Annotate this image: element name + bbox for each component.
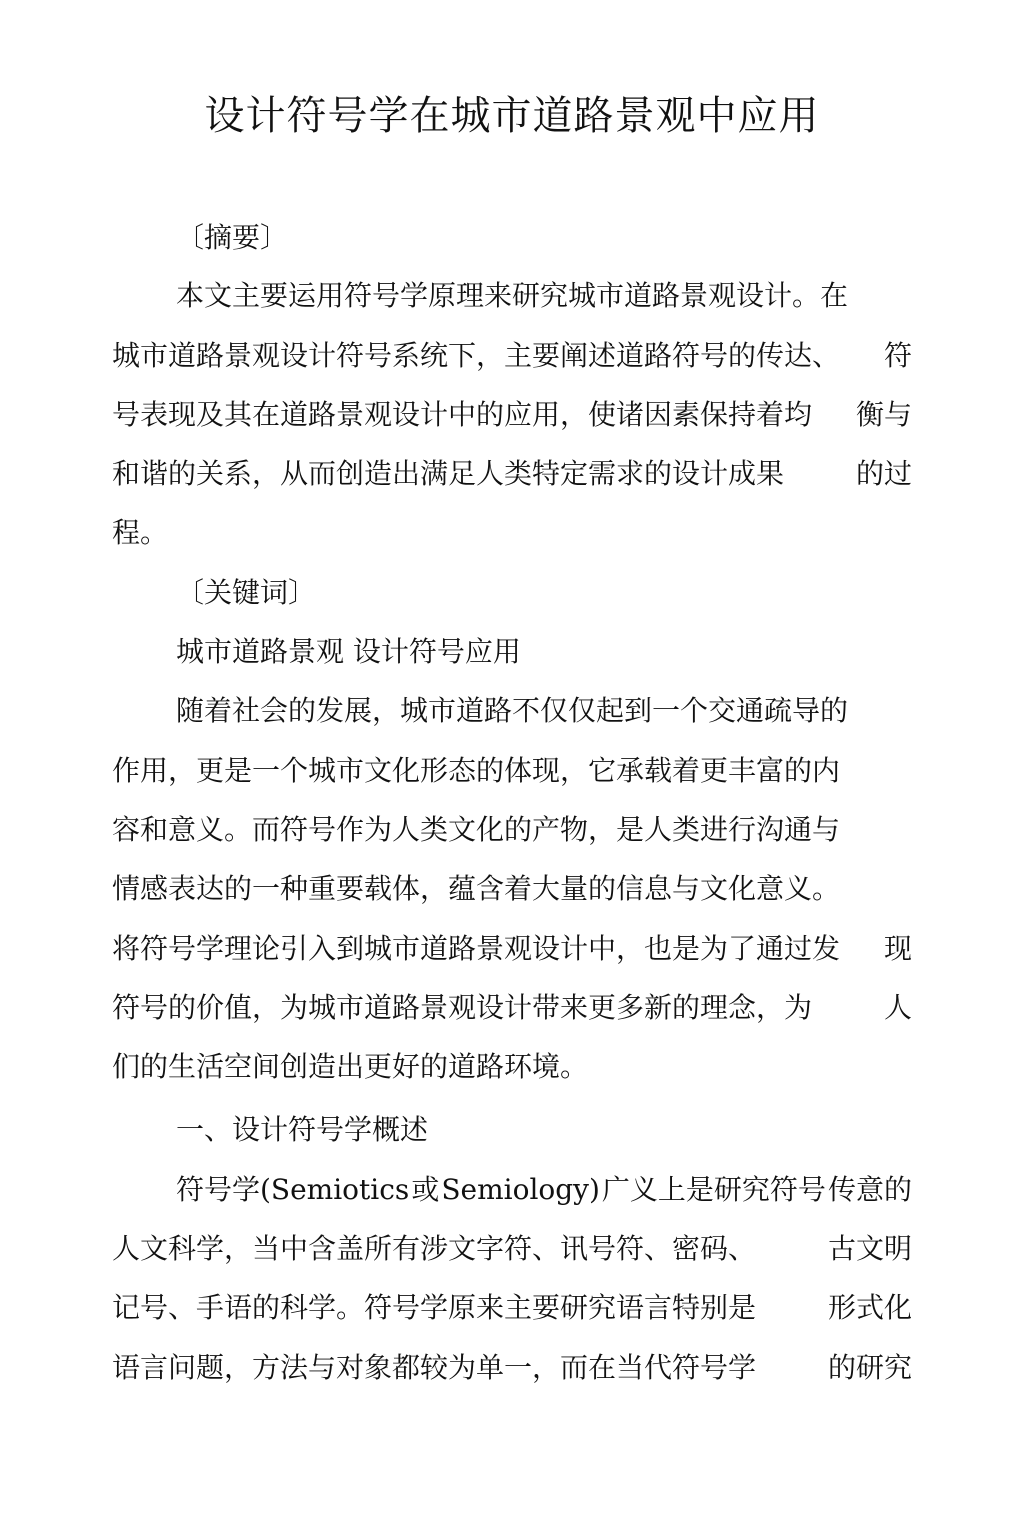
text-segment: 记号、手语的科学。符号学原来主要研究语言特别是	[112, 1291, 757, 1324]
intro-line-5	[112, 929, 912, 969]
text-segment: 作用，更是一个城市文化形态的体现，它承载着更丰富的内	[112, 754, 841, 787]
abstract-line-3	[112, 395, 912, 435]
text-segment: Semiology)	[441, 1173, 600, 1206]
text-segment: 情感表达的一种重要载体，蕴含着大量的信息与文化意义。	[112, 872, 841, 905]
intro-line-6	[112, 988, 912, 1028]
document-title: 设计符号学在城市道路景观中应用	[204, 93, 820, 139]
text-segment: 符号学(Semiotics	[176, 1173, 410, 1206]
text-segment: 广义上是研究符号	[601, 1173, 826, 1206]
text-segment: 本文主要运用符号学原理来研究城市道路景观设计。在	[176, 279, 849, 312]
text-segment: 古文明	[827, 1232, 912, 1265]
abstract-label: 〔摘要〕	[176, 221, 289, 254]
abstract-line-4	[112, 454, 912, 494]
text-segment: 语言问题，方法与对象都较为单一，而在当代符号学	[112, 1351, 757, 1384]
text-segment: 现	[883, 932, 912, 965]
text-segment: 的过	[855, 457, 912, 490]
section1-heading: 一、设计符号学概述	[176, 1113, 429, 1146]
text-segment: 人文科学，当中含盖所有涉文字符、讯号符、密码、	[112, 1232, 757, 1265]
text-segment: 号表现及其在道路景观设计中的应用，使诸因素保持着均	[112, 398, 813, 431]
text-segment: 形式化	[827, 1291, 912, 1324]
text-segment: 符	[883, 339, 912, 372]
abstract-line-1	[176, 276, 912, 316]
text-segment: 将符号学理论引入到城市道路景观设计中，也是为了通过发	[112, 932, 841, 965]
text-segment: 传意的	[827, 1173, 912, 1206]
abstract-line-2	[112, 336, 912, 376]
text-segment: 人	[883, 991, 912, 1024]
text-segment: 衡与	[855, 398, 912, 431]
text-segment: 的研究	[827, 1351, 912, 1384]
text-segment: 随着社会的发展，城市道路不仅仅起到一个交通疏导的	[176, 694, 849, 727]
intro-line-3	[112, 810, 912, 850]
section1-line-3	[112, 1288, 912, 1328]
section1-line-4	[112, 1348, 912, 1388]
keywords-text: 城市道路景观 设计符号应用	[176, 635, 521, 668]
text-segment: 或	[411, 1173, 440, 1206]
text-segment: 和谐的关系，从而创造出满足人类特定需求的设计成果	[112, 457, 785, 490]
abstract-line-5: 程。	[112, 516, 169, 549]
intro-line-2	[112, 751, 912, 791]
section1-line-1	[176, 1170, 912, 1210]
text-segment: 符号的价值，为城市道路景观设计带来更多新的理念，为	[112, 991, 813, 1024]
text-segment: 城市道路景观设计符号系统下，主要阐述道路符号的传达、	[112, 339, 841, 372]
intro-line-1	[176, 691, 912, 731]
intro-line-4	[112, 869, 912, 909]
intro-line-7: 们的生活空间创造出更好的道路环境。	[112, 1050, 589, 1083]
section1-line-2	[112, 1229, 912, 1269]
keywords-label: 〔关键词〕	[176, 576, 317, 609]
text-segment: 容和意义。而符号作为人类文化的产物，是人类进行沟通与	[112, 813, 841, 846]
